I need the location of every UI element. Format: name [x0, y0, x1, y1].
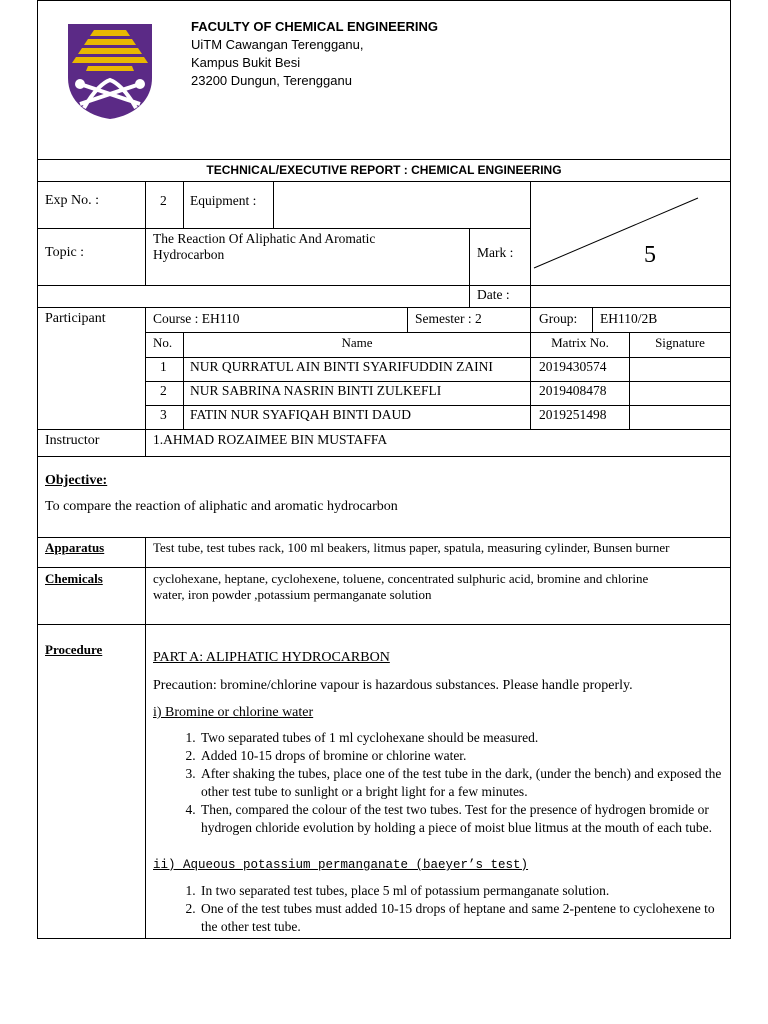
chemicals-text	[153, 571, 648, 603]
precaution-text: Precaution: bromine/chlorine vapour is hazardous substances. Please handle properly.	[153, 678, 633, 693]
group-value: EH110/2B	[600, 311, 658, 326]
col-header-matrix: Matrix No.	[551, 335, 609, 350]
member-matrix: 2019408478	[539, 383, 607, 398]
semester-value: Semester : 2	[415, 311, 482, 326]
test1-title: i) Bromine or chlorine water	[153, 705, 314, 720]
exp-no-label: Exp No. :	[45, 193, 100, 208]
col-header-no: No.	[153, 335, 173, 350]
instructor-label: Instructor	[45, 433, 100, 448]
member-no: 1	[160, 359, 167, 374]
objective-heading: Objective:	[45, 473, 108, 488]
group-label: Group:	[539, 311, 578, 326]
equipment-label: Equipment :	[190, 193, 257, 208]
topic-line: Hydrocarbon	[153, 247, 225, 262]
topic-label: Topic :	[45, 245, 85, 260]
test2-steps	[145, 882, 725, 936]
mark-label: Mark :	[477, 245, 514, 260]
test2-title: ii) Aqueous potassium permanganate (baeyer’s test)	[153, 858, 529, 872]
chemicals-line: cyclohexane, heptane, cyclohexene, toluene, concentrated sulphuric acid, bromine and chlorine	[153, 571, 649, 586]
faculty-name: FACULTY OF CHEMICAL ENGINEERING	[191, 19, 439, 34]
step-item: 2. Added 10-15 drops of bromine or chlorine water.	[199, 747, 725, 765]
col-header-name: Name	[341, 335, 373, 350]
col-header-signature: Signature	[655, 335, 705, 350]
step-item: 3. After shaking the tubes, place one of the test tube in the dark, (under the bench) and exposed the other test tube to sunlight or a bright light for a few minutes.	[199, 765, 725, 801]
member-matrix: 2019251498	[539, 407, 607, 422]
mark-diagonal-line	[531, 182, 730, 285]
course-value: Course : EH110	[153, 311, 240, 326]
member-no: 2	[160, 383, 167, 398]
step-item: 2. One of the test tubes must added 10-15 drops of heptane and same 2-pentene to cyclohexene to the other test tube.	[199, 900, 725, 936]
member-name: NUR QURRATUL AIN BINTI SYARIFUDDIN ZAINI	[190, 359, 493, 374]
step-item: 4. Then, compared the colour of the test two tubes. Test for the presence of hydrogen bromide or hydrogen chloride evolution by holding a piece of moist blue litmus at the mouth of each tube.	[199, 801, 725, 837]
exp-no-value: 2	[160, 193, 167, 208]
apparatus-label: Apparatus	[45, 540, 105, 555]
report-title: TECHNICAL/EXECUTIVE REPORT : CHEMICAL ENGINEERING	[206, 163, 562, 177]
mark-value: 5	[644, 242, 656, 268]
instructor-name: 1.AHMAD ROZAIMEE BIN MUSTAFFA	[153, 432, 388, 447]
member-no: 3	[160, 407, 167, 422]
objective-text: To compare the reaction of aliphatic and aromatic hydrocarbon	[45, 499, 398, 514]
address-line: Kampus Bukit Besi	[191, 55, 301, 70]
apparatus-text: Test tube, test tubes rack, 100 ml beakers, litmus paper, spatula, measuring cylinder, Bunsen burner	[153, 540, 670, 555]
uitm-logo	[64, 20, 156, 120]
step-item: 1. In two separated test tubes, place 5 ml of potassium permanganate solution.	[199, 882, 725, 900]
member-matrix: 2019430574	[539, 359, 607, 374]
chemicals-label: Chemicals	[45, 571, 103, 586]
topic-value	[153, 231, 375, 263]
address-line: 23200 Dungun, Terengganu	[191, 73, 352, 88]
chemicals-line: water, iron powder ,potassium permanganate solution	[153, 587, 432, 602]
faculty-header	[191, 18, 438, 90]
address-line: UiTM Cawangan Terengganu,	[191, 37, 364, 52]
topic-line: The Reaction Of Aliphatic And Aromatic	[153, 231, 376, 246]
part-a-heading: PART A: ALIPHATIC HYDROCARBON	[153, 650, 390, 665]
member-name: NUR SABRINA NASRIN BINTI ZULKEFLI	[190, 383, 442, 398]
participant-label: Participant	[45, 311, 106, 326]
date-label: Date :	[477, 287, 510, 302]
member-name: FATIN NUR SYAFIQAH BINTI DAUD	[190, 407, 412, 422]
procedure-label: Procedure	[45, 642, 103, 657]
test1-steps	[145, 729, 725, 837]
step-item: 1. Two separated tubes of 1 ml cyclohexane should be measured.	[199, 729, 725, 747]
